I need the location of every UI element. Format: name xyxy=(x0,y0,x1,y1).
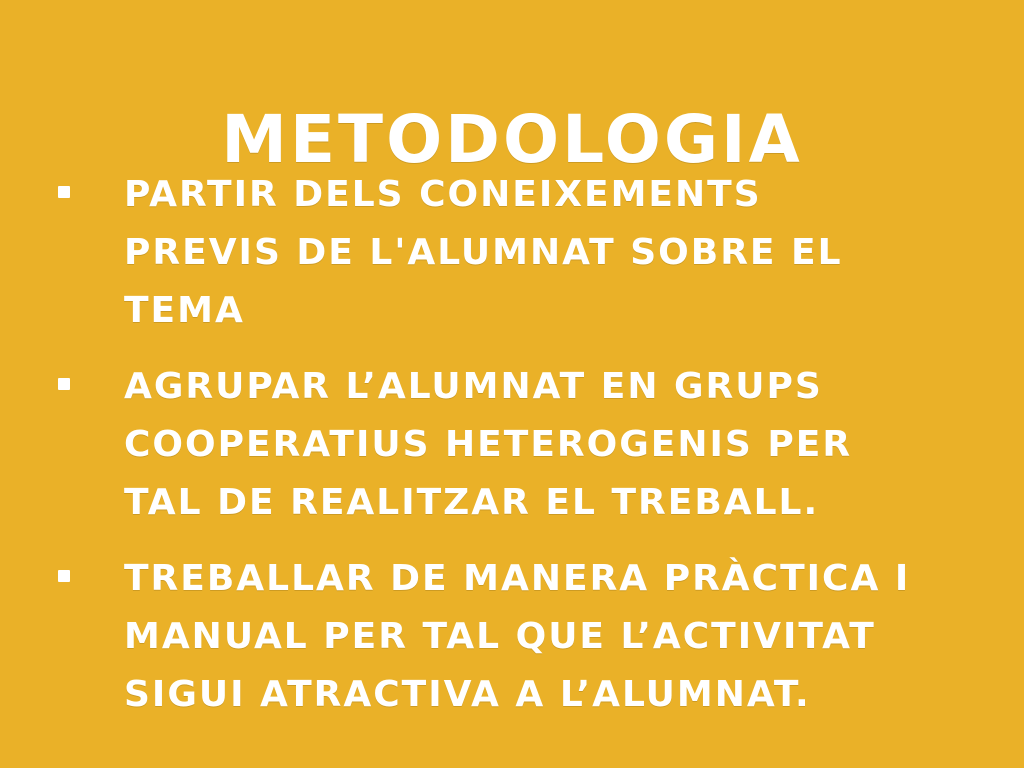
bullet-item xyxy=(54,166,934,340)
bullet-text: TREBALLAR DE MANERA PRÀCTICA I MANUAL PER TAL QUE L’ACTIVITAT SIGUI ATRACTIVA A L’ALUMNAT. xyxy=(124,558,911,715)
square-bullet-icon xyxy=(58,378,70,390)
bullet-text: PARTIR DELS CONEIXEMENTS PREVIS DE L'ALUMNAT SOBRE EL TEMA xyxy=(124,174,843,331)
slide-title: METODOLOGIA xyxy=(221,101,803,179)
square-bullet-icon xyxy=(58,570,70,582)
square-bullet-icon xyxy=(58,186,70,198)
bullet-list xyxy=(54,166,934,742)
bullet-text: AGRUPAR L’ALUMNAT EN GRUPS COOPERATIUS HETEROGENIS PER TAL DE REALITZAR EL TREBALL. xyxy=(124,366,853,523)
bullet-item xyxy=(54,550,934,724)
bullet-item xyxy=(54,358,934,532)
